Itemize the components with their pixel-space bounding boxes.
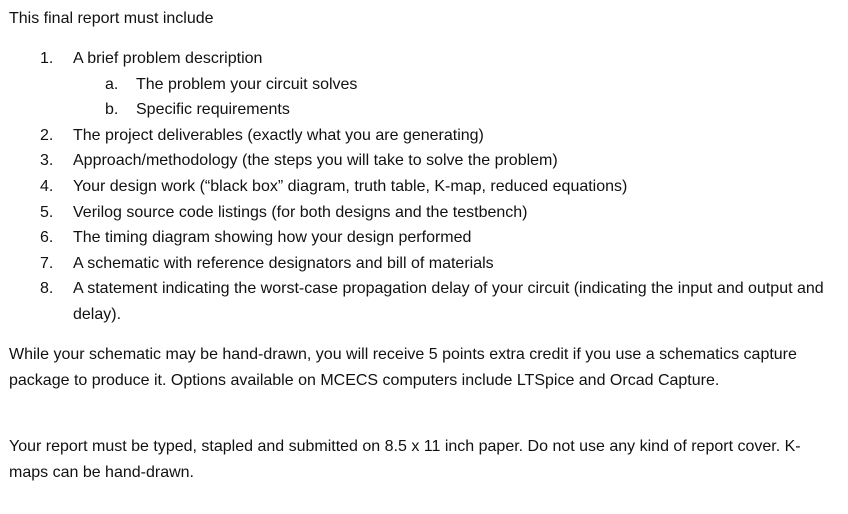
list-item-4 <box>40 174 845 200</box>
sub-list-letter: b. <box>105 101 119 119</box>
list-number: 2. <box>40 126 54 144</box>
report-format-paragraph: Your report must be typed, stapled and submitted on 8.5 x 11 inch paper. Do not use any kind of report cover. K-maps can be hand-drawn. <box>9 438 801 481</box>
sub-item-a <box>73 72 845 98</box>
sub-list-letter: a. <box>105 75 119 93</box>
list-number: 8. <box>40 280 54 298</box>
list-number: 6. <box>40 229 54 247</box>
intro-text: This final report must include <box>9 10 214 27</box>
list-item-text: Your design work (“black box” diagram, truth table, K-map, reduced equations) <box>73 177 628 195</box>
list-item-2 <box>40 123 845 149</box>
requirements-list <box>40 46 845 328</box>
list-item-6 <box>40 225 845 251</box>
schematic-credit-paragraph: While your schematic may be hand-drawn, you will receive 5 points extra credit if you use a schematics capture package to produce it. Options available on MCECS computers include LTSpice and Orcad Capture. <box>9 346 797 389</box>
list-item-text: A brief problem description <box>73 50 263 67</box>
list-item-text: A statement indicating the worst-case propagation delay of your circuit (indicating the input and output and delay). <box>73 280 824 323</box>
list-item-1 <box>40 46 845 123</box>
list-item-text: The project deliverables (exactly what you are generating) <box>73 126 484 144</box>
list-number: 5. <box>40 203 54 221</box>
sub-item-text: The problem your circuit solves <box>136 75 358 93</box>
sub-item-text: Specific requirements <box>136 101 290 119</box>
sub-list <box>73 72 845 123</box>
list-item-7 <box>40 251 845 277</box>
list-item-3 <box>40 148 845 174</box>
list-item-text: The timing diagram showing how your design performed <box>73 229 472 247</box>
list-number: 1. <box>40 50 54 67</box>
list-number: 4. <box>40 177 54 195</box>
list-item-text: Approach/methodology (the steps you will take to solve the problem) <box>73 152 558 170</box>
list-item-text: A schematic with reference designators and bill of materials <box>73 254 494 272</box>
list-item-8 <box>40 276 845 327</box>
list-item-5 <box>40 200 845 226</box>
sub-item-b <box>73 97 845 123</box>
list-number: 7. <box>40 254 54 272</box>
list-number: 3. <box>40 152 54 170</box>
list-item-text: Verilog source code listings (for both designs and the testbench) <box>73 203 528 221</box>
